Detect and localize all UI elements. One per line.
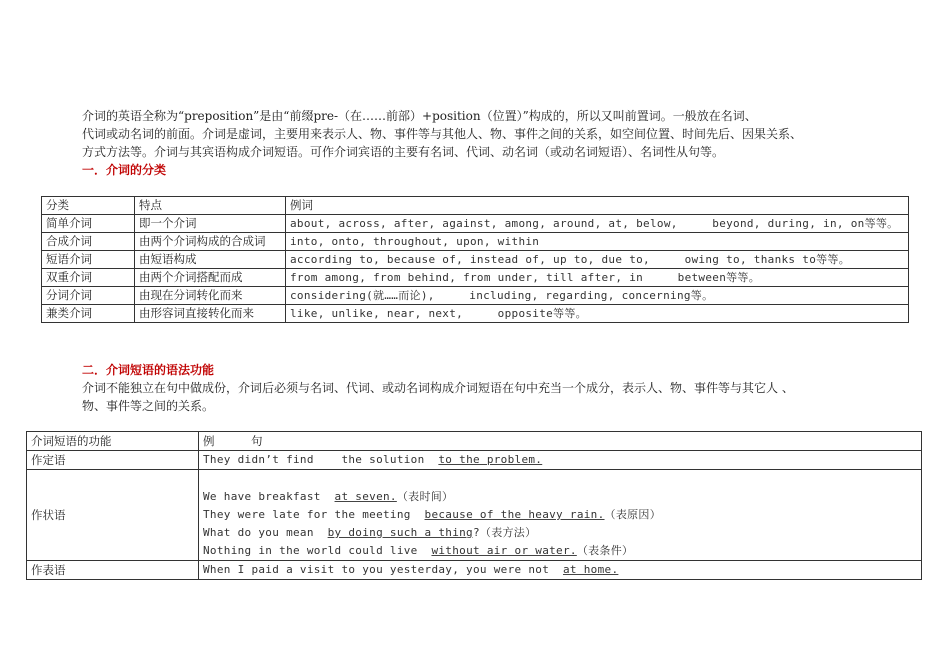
- table-row: [42, 287, 909, 305]
- function-cell: 作表语: [27, 561, 199, 580]
- example-cell: [199, 561, 922, 580]
- feature-cell: 由现在分词转化而来: [135, 287, 286, 305]
- prep-phrase: because of the heavy rain.: [424, 508, 605, 521]
- example-line: [203, 524, 917, 542]
- table-row: [42, 215, 909, 233]
- category-cell: 简单介词: [42, 215, 135, 233]
- section2-line: 介词不能独立在句中做成份，介词后必须与名词、代词、或动名词构成介词短语在句中充当一个成分，表示人、物、事件等与其它人 、: [82, 381, 794, 395]
- table-row: [42, 305, 909, 323]
- feature-cell: 由短语构成: [135, 251, 286, 269]
- examples-cell: considering(就……而论), including, regarding, concerning等。: [286, 287, 909, 305]
- table-header-row: [27, 432, 922, 451]
- table-header-row: [42, 197, 909, 215]
- examples-cell: according to, because of, instead of, up to, due to, owing to, thanks to等等。: [286, 251, 909, 269]
- example-line: [203, 488, 917, 506]
- category-cell: 双重介词: [42, 269, 135, 287]
- examples-cell: into, onto, throughout, upon, within: [286, 233, 909, 251]
- example-text: When I paid a visit to you yesterday, you were not: [203, 563, 563, 576]
- prep-phrase: by doing such a thing: [327, 526, 473, 539]
- example-note: （表条件）: [576, 544, 634, 557]
- section2-paragraph: [82, 379, 882, 415]
- intro-paragraph: [82, 107, 882, 161]
- table-row: [27, 451, 922, 470]
- table-row: [42, 233, 909, 251]
- header-examples: 例词: [286, 197, 909, 215]
- classification-table: [41, 196, 909, 323]
- intro-line: 代词或动名词的前面。介词是虚词，主要用来表示人、物、事件等与其他人、物、事件之间的关系，如空间位置、时间先后、因果关系、: [82, 127, 803, 141]
- intro-line: 方式方法等。介词与其宾语构成介词短语。可作介词宾语的主要有名词、代词、动名词（或动名词短语）、名词性从句等。: [82, 145, 725, 159]
- examples-cell: about, across, after, against, among, around, at, below, beyond, during, in, on等等。: [286, 215, 909, 233]
- function-table: [26, 431, 922, 580]
- example-text: They didn’t find the solution: [203, 453, 439, 466]
- example-line: [203, 542, 917, 560]
- category-cell: 兼类介词: [42, 305, 135, 323]
- example-cell: [199, 451, 922, 470]
- intro-line: 介词的英语全称为“preposition”是由“前缀pre-（在……前部）+position（位置）”构成的，所以又叫前置词。一般放在名词、: [82, 109, 757, 123]
- section1-heading: 一．介词的分类: [82, 163, 167, 177]
- header-feature: 特点: [135, 197, 286, 215]
- example-note: （表原因）: [604, 508, 662, 521]
- prep-phrase: at seven.: [334, 490, 397, 503]
- feature-cell: 由两个介词构成的合成词: [135, 233, 286, 251]
- category-cell: 合成介词: [42, 233, 135, 251]
- prep-phrase: at home.: [562, 563, 619, 576]
- function-cell: 作定语: [27, 451, 199, 470]
- examples-cell: like, unlike, near, next, opposite等等。: [286, 305, 909, 323]
- example-line: [203, 506, 917, 524]
- table-row: [42, 269, 909, 287]
- feature-cell: 由形容词直接转化而来: [135, 305, 286, 323]
- category-cell: 短语介词: [42, 251, 135, 269]
- prep-phrase: to the problem.: [438, 453, 543, 466]
- table-row: [27, 470, 922, 561]
- table-row: [27, 561, 922, 580]
- example-text: What do you mean: [203, 526, 328, 539]
- header-category: 分类: [42, 197, 135, 215]
- category-cell: 分词介词: [42, 287, 135, 305]
- section2-heading: 二．介词短语的语法功能: [82, 363, 215, 377]
- example-note: （表时间）: [396, 490, 454, 503]
- example-text: We have breakfast: [203, 490, 335, 503]
- example-text: Nothing in the world could live: [203, 544, 432, 557]
- feature-cell: 即一个介词: [135, 215, 286, 233]
- function-cell: 作状语: [27, 470, 199, 561]
- example-text: They were late for the meeting: [203, 508, 425, 521]
- prep-phrase: without air or water.: [431, 544, 577, 557]
- example-note: ?（表方法）: [472, 526, 537, 539]
- table-row: [42, 251, 909, 269]
- examples-cell: from among, from behind, from under, till after, in between等等。: [286, 269, 909, 287]
- example-cell: [199, 470, 922, 561]
- header-function: 介词短语的功能: [27, 432, 199, 451]
- section2-line: 物、事件等之间的关系。: [82, 399, 215, 413]
- header-example: 例 句: [199, 432, 922, 451]
- feature-cell: 由两个介词搭配而成: [135, 269, 286, 287]
